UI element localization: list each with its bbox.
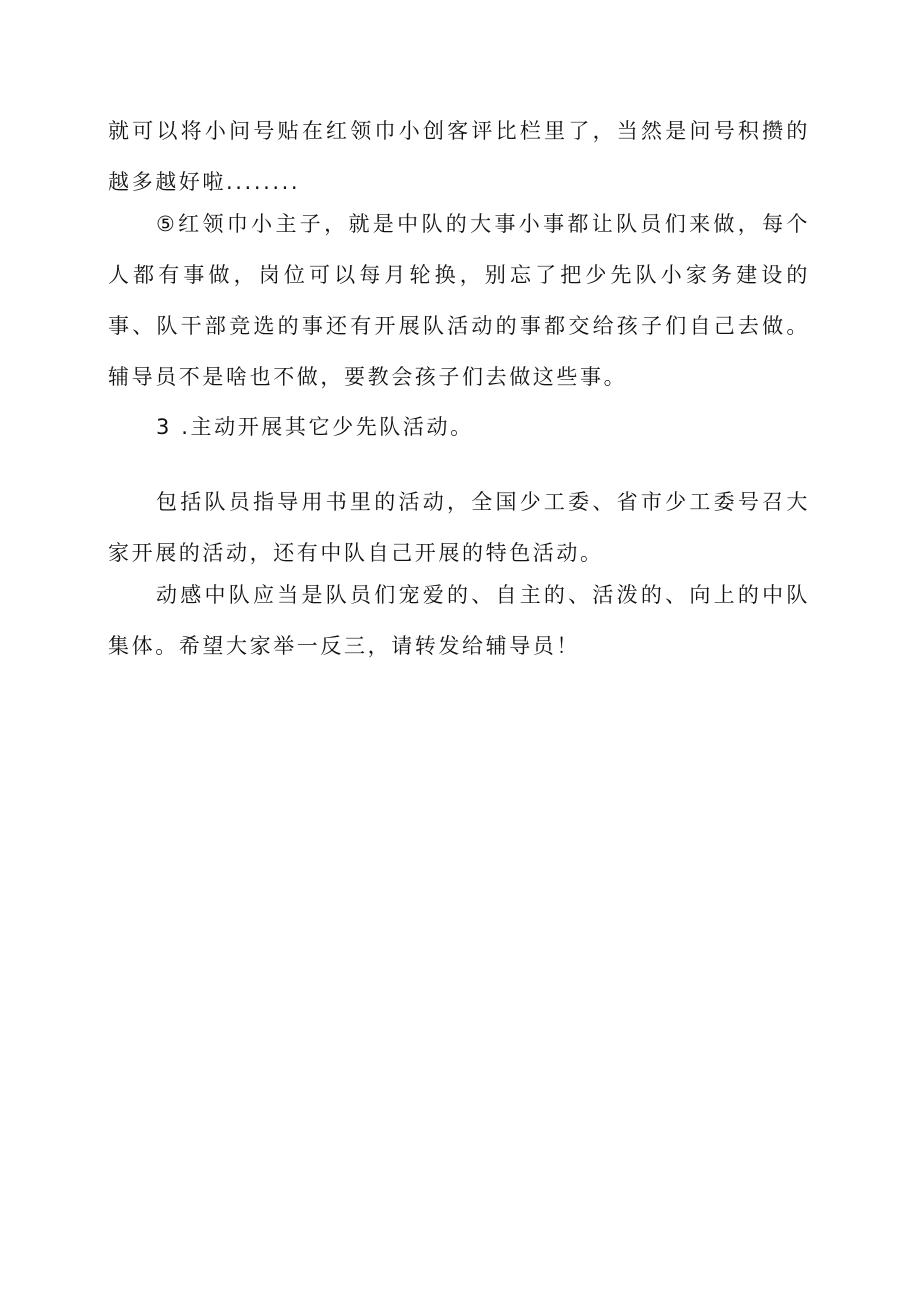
paragraph-conclusion: 动感中队应当是队员们宠爱的、自主的、活泼的、向上的中队集体。希望大家举一反三，请转发给辅导员！ [108, 583, 810, 658]
paragraph-item-5: ⑤红领巾小主子，就是中队的大事小事都让队员们来做，每个人都有事做，岗位可以每月轮换，别忘了把少先队小家务建设的事、队干部竞选的事还有开展队活动的事都交给孩子们自己去做。辅导员不是啥也不做，要教会孩子们去做这些事。 [108, 212, 810, 389]
paragraph-activities: 包括队员指导用书里的活动，全国少工委、省市少工委号召大家开展的活动，还有中队自己开展的特色活动。 [108, 490, 810, 565]
paragraph-continuation: 就可以将小问号贴在红领巾小创客评比栏里了，当然是问号积攒的越多越好啦........ [108, 119, 810, 194]
section-heading-3: 3 .主动开展其它少先队活动。 [156, 415, 474, 439]
